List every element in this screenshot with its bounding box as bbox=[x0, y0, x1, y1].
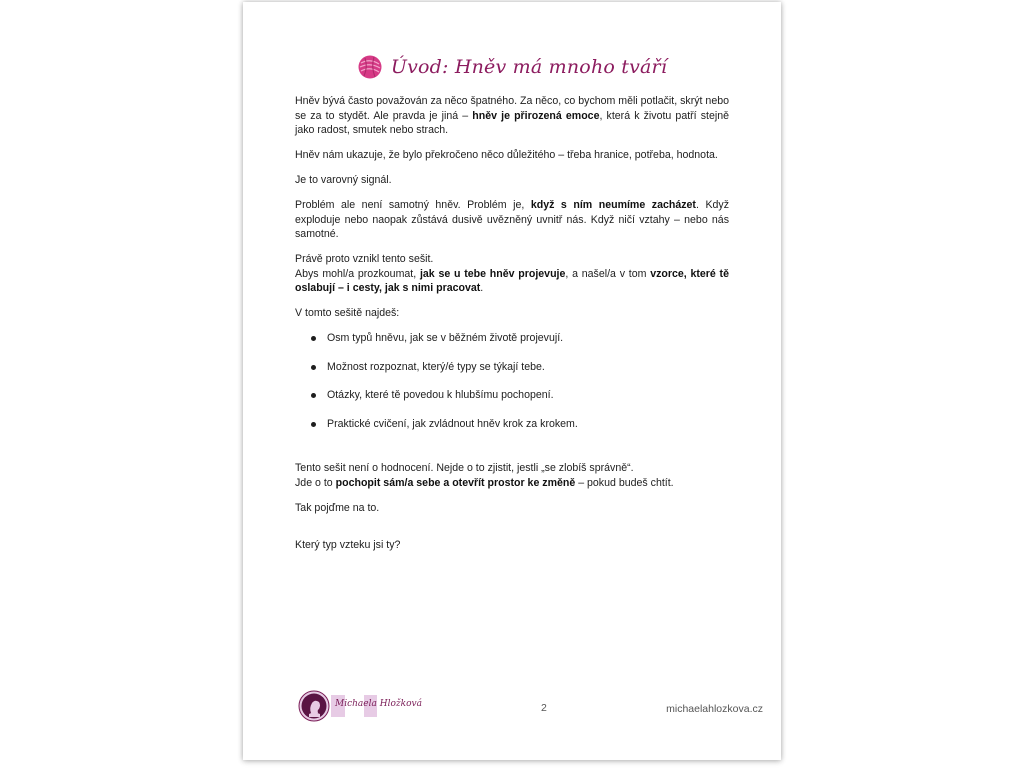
website-link[interactable]: michaelahlozkova.cz bbox=[666, 703, 763, 715]
paragraph bbox=[295, 173, 729, 188]
text-run: V tomto sešitě najdeš: bbox=[295, 307, 400, 319]
paragraph bbox=[295, 501, 729, 516]
document-page bbox=[243, 2, 781, 760]
emphasis-text: když s ním neumíme zacházet bbox=[530, 199, 696, 211]
final-question: Který typ vzteku jsi ty? bbox=[295, 538, 401, 551]
paragraph bbox=[295, 94, 729, 138]
text-run: Tento sešit není o hodnocení. Nejde o to zjistit, jestli „se zlobíš správně“. bbox=[295, 462, 634, 474]
paragraph bbox=[295, 198, 729, 242]
text-run: Je to varovný signál. bbox=[295, 174, 392, 186]
text-run: Právě proto vznikl tento sešit. bbox=[295, 253, 434, 265]
text-run: Problém ale není samotný hněv. Problém je, bbox=[295, 199, 531, 211]
text-run: Tak pojďme na to. bbox=[295, 501, 380, 514]
yarn-ball-icon bbox=[357, 54, 383, 80]
text-run: Hněv bývá často považován za něco špatného. Za něco, co bychom měli potlačit, skrýt nebo se za to stydět. Ale pravda je jiná – bbox=[295, 95, 729, 122]
text-run: , a našel/a v tom bbox=[565, 267, 651, 280]
spacer bbox=[295, 526, 729, 538]
paragraph bbox=[295, 148, 729, 163]
document-body bbox=[295, 94, 729, 563]
paragraph bbox=[295, 252, 729, 296]
list-item: Praktické cvičení, jak zvládnout hněv krok za krokem. bbox=[295, 417, 729, 432]
text-run: , která k životu patří stejně jako radost, smutek nebo strach. bbox=[295, 109, 730, 136]
emphasis-text: pochopit sám/a sebe a otevřít prostor ke změně bbox=[335, 476, 576, 489]
woman-silhouette-icon bbox=[298, 690, 330, 722]
text-run: – pokud budeš chtít. bbox=[575, 476, 674, 489]
logo-text: Michaela Hložková bbox=[335, 699, 422, 709]
text-run: Hněv nám ukazuje, že bylo překročeno něco důležitého – třeba hranice, potřeba, hodnota. bbox=[295, 149, 718, 161]
list-item: Osm typů hněvu, jak se v běžném životě projevují. bbox=[295, 331, 729, 346]
list-item: Možnost rozpoznat, který/é typy se týkají tebe. bbox=[295, 360, 729, 375]
list-item: Otázky, které tě povedou k hlubšímu pochopení. bbox=[295, 388, 729, 403]
page-number: 2 bbox=[541, 702, 547, 714]
paragraph bbox=[295, 461, 729, 490]
contents-list bbox=[295, 331, 729, 431]
text-run: Jde o to bbox=[295, 476, 336, 489]
document-title: Úvod: Hněv má mnoho tváří bbox=[390, 56, 668, 78]
paragraph bbox=[295, 306, 729, 321]
text-run: . Když exploduje nebo naopak zůstává dusivě uvězněný uvnitř nás. Když ničí vztahy – nebo nás samotné. bbox=[295, 199, 729, 240]
title-row bbox=[243, 50, 781, 84]
emphasis-text: hněv je přirozená emoce bbox=[472, 109, 600, 122]
emphasis-text: vzorce, které tě oslabují – i cesty, jak s nimi pracovat bbox=[295, 267, 729, 294]
intro-paragraphs bbox=[295, 94, 729, 321]
author-logo bbox=[298, 690, 422, 722]
spacer bbox=[295, 449, 729, 461]
emphasis-text: jak se u tebe hněv projevuje bbox=[419, 267, 566, 280]
text-run: . bbox=[480, 282, 484, 294]
text-run: Abys mohl/a prozkoumat, bbox=[295, 267, 420, 280]
closing-paragraphs bbox=[295, 461, 729, 515]
